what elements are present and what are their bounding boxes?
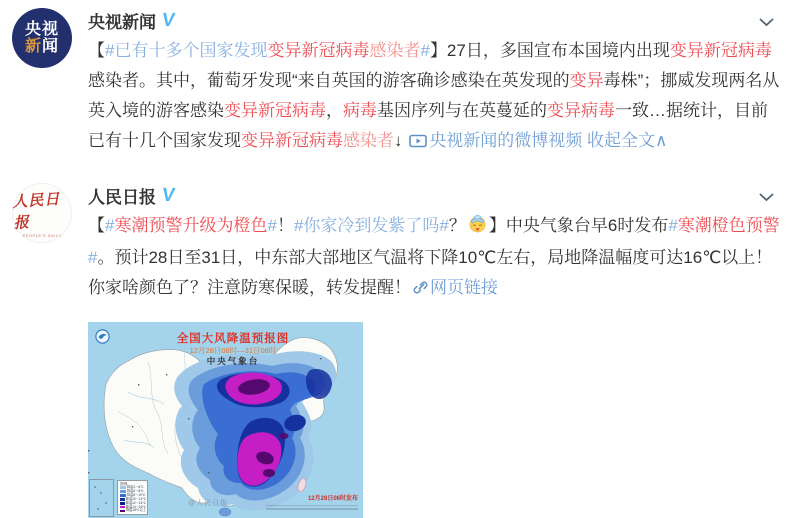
chevron-down-icon[interactable]: [759, 189, 774, 207]
legend-swatch: [120, 510, 125, 513]
legend-row: [120, 509, 146, 513]
text-segment: 变异病毒: [547, 101, 615, 120]
video-icon[interactable]: [409, 128, 427, 158]
text-segment: 寒潮橙色预警: [677, 216, 780, 235]
hashtag-link[interactable]: #: [668, 216, 678, 235]
verified-badge-icon: V: [160, 9, 177, 31]
text-segment: 变异: [569, 71, 604, 90]
text-segment: ？: [448, 216, 466, 235]
hashtag-link[interactable]: #已有十多个国家发现: [105, 41, 268, 60]
legend-label: 降温16℃以上: [126, 508, 146, 513]
map-source-label: 中央气象台: [206, 356, 260, 366]
map-fineprint: [266, 503, 358, 510]
map-issued-time: 12月28日06时发布: [307, 496, 358, 502]
legend-label: 降温6～8℃: [127, 489, 144, 493]
south-china-sea-inset: [89, 479, 114, 517]
avatar-cctv-news[interactable]: [12, 8, 72, 68]
legend-label: 降温8～10℃: [127, 492, 146, 497]
text-segment: 感染者。其中，葡萄牙发现“来自英国的游客确诊感染在英发现的: [88, 71, 570, 90]
text-segment: 【: [88, 41, 105, 60]
avatar-text: 央视: [24, 21, 59, 38]
link-icon[interactable]: [413, 275, 428, 305]
chevron-down-icon[interactable]: [759, 14, 774, 32]
legend-swatch: [120, 498, 125, 501]
text-segment: 基因序列与在英蔓延的: [377, 101, 547, 120]
hashtag-link[interactable]: #: [267, 216, 277, 235]
legend-swatch: [120, 502, 125, 505]
text-segment: 变异新冠病毒: [669, 41, 772, 60]
text-segment: 毒株”；挪威发现两名从英入境的游客感染: [88, 71, 780, 120]
legend-label: 降温4～6℃: [127, 485, 144, 490]
legend-label: 降温10～12℃: [125, 496, 146, 501]
text-segment: ，: [326, 101, 343, 120]
text-segment: 变异新冠病毒: [224, 101, 326, 120]
legend-label: 降温14～16℃: [125, 504, 146, 509]
hashtag-link[interactable]: #: [105, 216, 115, 235]
text-segment: ↓: [394, 131, 408, 150]
verified-badge-icon: V: [160, 184, 177, 206]
inline-link[interactable]: 央视新闻的微博视频: [429, 131, 583, 150]
legend-label: 降温12～14℃: [125, 500, 146, 505]
post-text: [88, 36, 780, 158]
hashtag-link[interactable]: #: [88, 248, 98, 267]
author-name[interactable]: 央视新闻: [88, 12, 156, 32]
post-peoples-daily: [0, 175, 800, 518]
map-title: 全国大风降温预报图: [176, 333, 290, 345]
text-segment: 【: [88, 216, 105, 235]
text-segment: 变异新冠病毒: [267, 41, 370, 60]
text-segment: 感染者: [343, 131, 394, 150]
post-header: [88, 8, 776, 32]
post-text: [88, 211, 780, 305]
text-segment: 变异新冠病毒: [241, 131, 343, 150]
text-segment: 一致…据统计，目前已有十几个国家发现: [88, 101, 768, 150]
legend-title: 图例: [120, 481, 128, 486]
avatar-peoples-daily[interactable]: [12, 183, 72, 243]
map-legend: [117, 480, 148, 515]
hashtag-link[interactable]: #你家冷到发紫了吗#: [293, 216, 449, 235]
text-segment: 】27日，多国宣布本国境内出现: [429, 41, 670, 60]
text-segment: 感染者: [369, 41, 421, 60]
text-segment: 】中央气象台早6时发布: [488, 216, 669, 235]
avatar-subtext: PEOPLE'S DAILY: [22, 232, 62, 238]
text-segment: 寒潮预警升级为橙色: [114, 216, 268, 235]
cma-logo-icon: [95, 329, 110, 344]
text-segment: ！: [276, 216, 294, 235]
emoji-sick-icon: [468, 213, 487, 243]
author-name[interactable]: 人民日报: [88, 187, 156, 207]
post-cctv-news: [0, 0, 800, 158]
hashtag-link[interactable]: #: [420, 41, 430, 60]
inline-link[interactable]: 网页链接: [430, 278, 498, 297]
avatar-text: 人民日报: [11, 191, 61, 232]
inline-link[interactable]: 收起全文∧: [586, 131, 668, 150]
text-segment: 病毒: [343, 101, 377, 120]
legend-swatch: [120, 486, 126, 489]
legend-swatch: [120, 490, 126, 493]
post-header: [88, 183, 776, 207]
map-subtitle: 12月28日08时—31日08时: [189, 346, 277, 355]
weather-map-image[interactable]: [88, 322, 363, 518]
text-segment: 。预计28日至31日，中东部大部地区气温将下降10℃左右，局地降温幅度可达16℃以上！你家啥颜色了？注意防寒保暖，转发提醒！: [88, 248, 773, 297]
map-watermark: @人民日报: [188, 500, 229, 507]
avatar-text: 新闻: [24, 38, 60, 55]
legend-swatch: [120, 506, 125, 509]
